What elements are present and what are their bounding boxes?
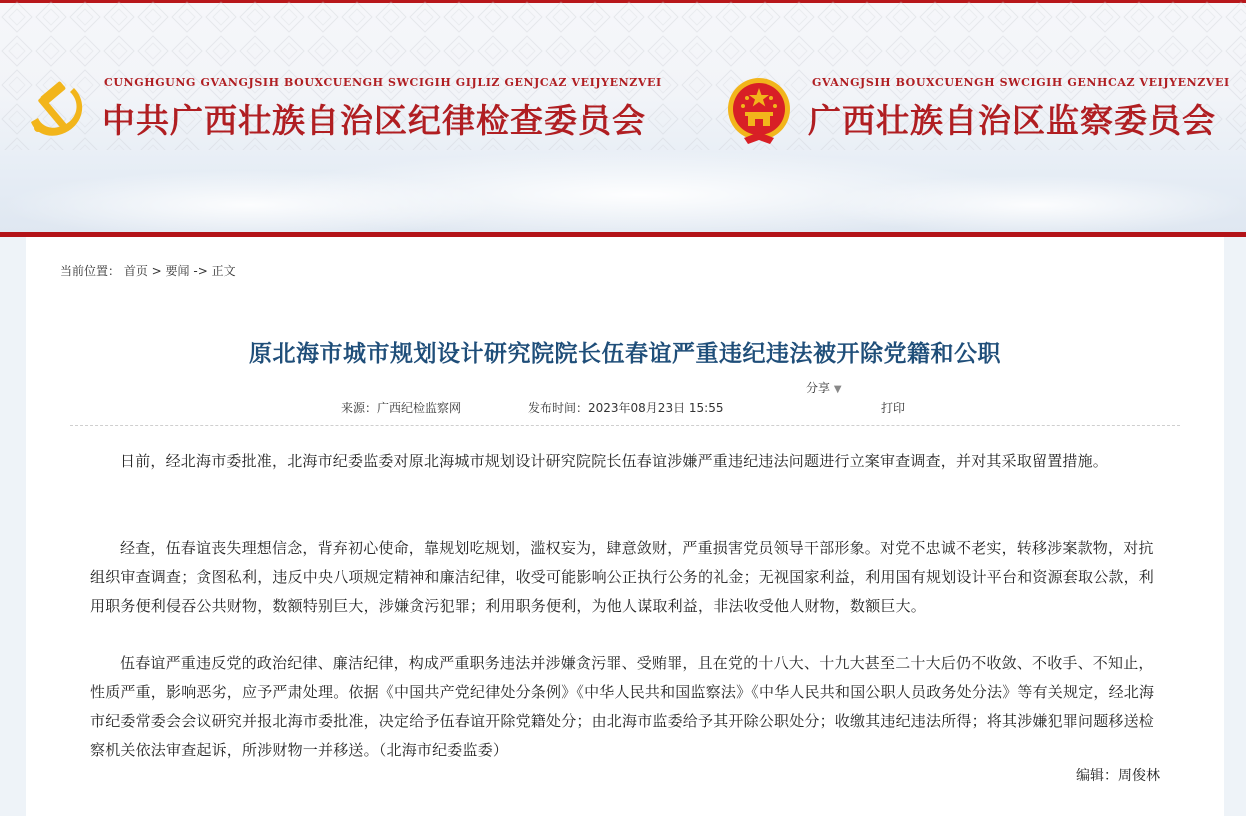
hammer-sickle-icon	[26, 78, 88, 140]
share-button[interactable]	[806, 379, 842, 396]
article-paragraph: 日前，经北海市委批准，北海市纪委监委对原北海城市规划设计研究院院长伍春谊涉嫌严重违纪违法问题进行立案审查调查，并对其采取留置措施。	[120, 452, 1109, 470]
article-card	[26, 237, 1224, 816]
org-right-name: 广西壮族自治区监察委员会	[808, 101, 1216, 140]
cloud-decoration	[820, 175, 1246, 232]
share-label: 分享	[806, 381, 831, 395]
article-title: 原北海市城市规划设计研究院院长伍春谊严重违纪违法被开除党籍和公职	[249, 341, 1001, 367]
article-paragraph: 经查，伍春谊丧失理想信念，背弃初心使命，靠规划吃规划，滥权妄为，肆意敛财，严重损害党员领导干部形象。对党不忠诚不老实，转移涉案款物，对抗组织审查调查；贪图私利，违反中央八项规定精神和廉洁纪律，收受可能影响公正执行公务的礼金；无视国家利益，利用国有规划设计平台和资源套取公款，利用职务便利侵吞公共财物，数额特别巨大，涉嫌贪污犯罪；利用职务便利，为他人谋取利益，非法收受他人财物，数额巨大。	[90, 539, 1155, 615]
breadcrumb-separator: >	[147, 264, 166, 278]
breadcrumb-label: 当前位置：	[60, 264, 121, 278]
breadcrumb-home-link[interactable]: 首页	[123, 264, 148, 278]
print-button[interactable]: 打印	[881, 401, 906, 415]
caret-down-icon: ▼	[833, 384, 842, 395]
breadcrumb-separator: ->	[189, 264, 212, 278]
article-source: 来源：广西纪检监察网	[341, 401, 462, 415]
breadcrumb-current: 正文	[211, 264, 236, 278]
breadcrumb-section-link[interactable]: 要闻	[165, 264, 190, 278]
national-emblem-icon	[726, 76, 792, 146]
breadcrumb	[60, 262, 236, 279]
article-editor: 编辑：周俊林	[1076, 768, 1160, 784]
header-banner	[0, 0, 1246, 232]
article-publish-time: 发布时间：2023年08月23日 15:55	[528, 401, 724, 415]
org-right-romanized: GVANGJSIH BOUXCUENGH SWCIGIH GENHCAZ VEIJYENZVEI	[812, 76, 1230, 89]
cloud-decoration	[0, 170, 500, 232]
org-left-romanized: CUNGHGUNG GVANGJSIH BOUXCUENGH SWCIGIH GIJLIZ GENJCAZ VEIJYENZVEI	[104, 76, 662, 89]
article-paragraph: 伍春谊严重违反党的政治纪律、廉洁纪律，构成严重职务违法并涉嫌贪污罪、受贿罪，且在党的十八大、十九大甚至二十大后仍不收敛、不收手、不知止，性质严重，影响恶劣，应予严肃处理。依据《中国共产党纪律处分条例》《中华人民共和国监察法》《中华人民共和国公职人员政务处分法》等有关规定，经北海市纪委常委会会议研究并报北海市委批准，决定给予伍春谊开除党籍处分；由北海市监委给予其开除公职处分；收缴其违纪违法所得；将其涉嫌犯罪问题移送检察机关依法审查起诉，所涉财物一并移送。（北海市纪委监委）	[90, 654, 1155, 759]
org-left-name: 中共广西壮族自治区纪律检查委员会	[102, 101, 646, 140]
divider	[70, 425, 1180, 426]
